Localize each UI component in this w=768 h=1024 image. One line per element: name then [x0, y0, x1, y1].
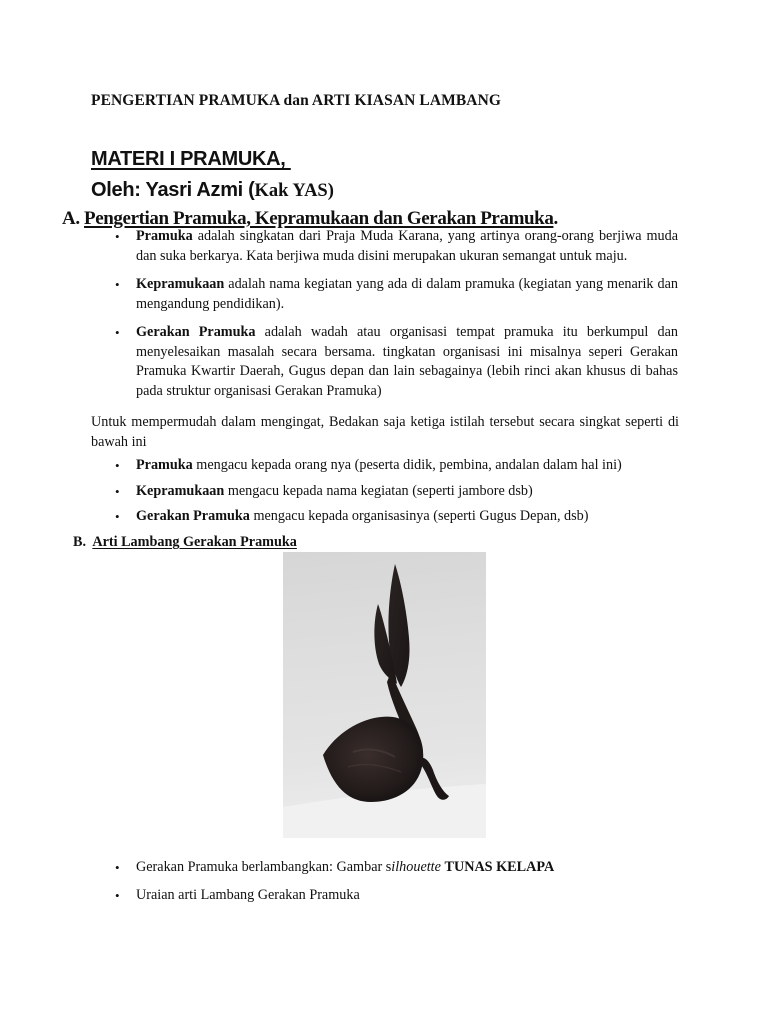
bullet-icon: •: [115, 509, 120, 524]
author-name: Oleh: Yasri Azmi (: [91, 179, 255, 201]
definition-pramuka: [112, 227, 678, 266]
section-a-title: Pengertian Pramuka, Kepramukaan dan Gerakan Pramuka: [84, 208, 554, 229]
bullet-icon: •: [115, 458, 120, 473]
term: Kepramukaan: [136, 276, 225, 292]
emblem-points-list: [112, 858, 672, 905]
point-prefix: Gerakan Pramuka berlambangkan: Gambar s: [136, 859, 392, 875]
bullet-icon: •: [115, 229, 120, 244]
bullet-icon: •: [115, 277, 120, 292]
summary-pramuka: [112, 456, 678, 476]
section-a-marker: A.: [62, 208, 85, 229]
bullet-icon: •: [115, 887, 120, 903]
emblem-point-symbol: [112, 858, 672, 878]
definition-text: adalah wadah atau organisasi tempat pramuka itu berkumpul dan menyelesaikan masalah secara bersama. tingkatan organisasi ini misalnya seperi Gerakan Pramuka Kwartir Daerah, Gugus depan dan lain sebagainya (lebih rinci akan khusus di bahas pada struktur organisasi Gerakan Pramuka): [136, 324, 678, 399]
point-italic: ilhouette: [391, 859, 441, 875]
bullet-icon: •: [115, 325, 120, 340]
summary-gerakan-pramuka: [112, 507, 678, 527]
tunas-kelapa-emblem-icon: [283, 552, 486, 838]
bullet-icon: •: [115, 483, 120, 499]
materi-heading: MATERI I PRAMUKA,: [91, 148, 291, 170]
emblem-point-meaning: [112, 886, 672, 906]
term: Pramuka: [136, 228, 193, 244]
definition-text: adalah nama kegiatan yang ada di dalam pramuka (kegiatan yang menarik dan mengandung pendidikan).: [136, 276, 678, 312]
summary-intro: Untuk mempermudah dalam mengingat, Bedakan saja ketiga istilah tersebut secara singkat seperti di bawah ini: [91, 414, 679, 450]
author-nickname: Kak YAS: [254, 181, 328, 201]
summary-text: mengacu kepada orang nya (peserta didik, pembina, andalan dalam hal ini): [192, 457, 622, 473]
term: Gerakan Pramuka: [136, 324, 256, 340]
definition-text: adalah singkatan dari Praja Muda Karana, yang artinya orang-orang berjiwa muda dan suka berkarya. Kata berjiwa muda disini merupakan ukuran semangat untuk maju.: [136, 228, 678, 264]
section-a-period: .: [553, 208, 558, 229]
point-bold: TUNAS KELAPA: [444, 859, 555, 875]
term: Gerakan Pramuka: [136, 508, 250, 524]
section-b-marker: B.: [73, 534, 93, 550]
summary-text: mengacu kepada organisasinya (seperti Gugus Depan, dsb): [249, 508, 589, 524]
author-suffix: ): [327, 181, 334, 201]
definitions-list: [112, 227, 678, 401]
summary-list: [112, 456, 678, 527]
author-line: [91, 179, 334, 202]
term: Pramuka: [136, 457, 193, 473]
bullet-icon: •: [115, 860, 120, 875]
definition-kepramukaan: [112, 275, 678, 314]
section-b-title: Arti Lambang Gerakan Pramuka: [92, 534, 297, 550]
section-b-heading: [73, 534, 297, 551]
summary-kepramukaan: [112, 482, 678, 502]
point-text: Uraian arti Lambang Gerakan Pramuka: [136, 886, 360, 903]
definition-gerakan-pramuka: [112, 323, 678, 401]
document-title: PENGERTIAN PRAMUKA dan ARTI KIASAN LAMBANG: [91, 92, 502, 109]
summary-text: mengacu kepada nama kegiatan (seperti jambore dsb): [224, 482, 533, 499]
term: Kepramukaan: [136, 482, 225, 499]
